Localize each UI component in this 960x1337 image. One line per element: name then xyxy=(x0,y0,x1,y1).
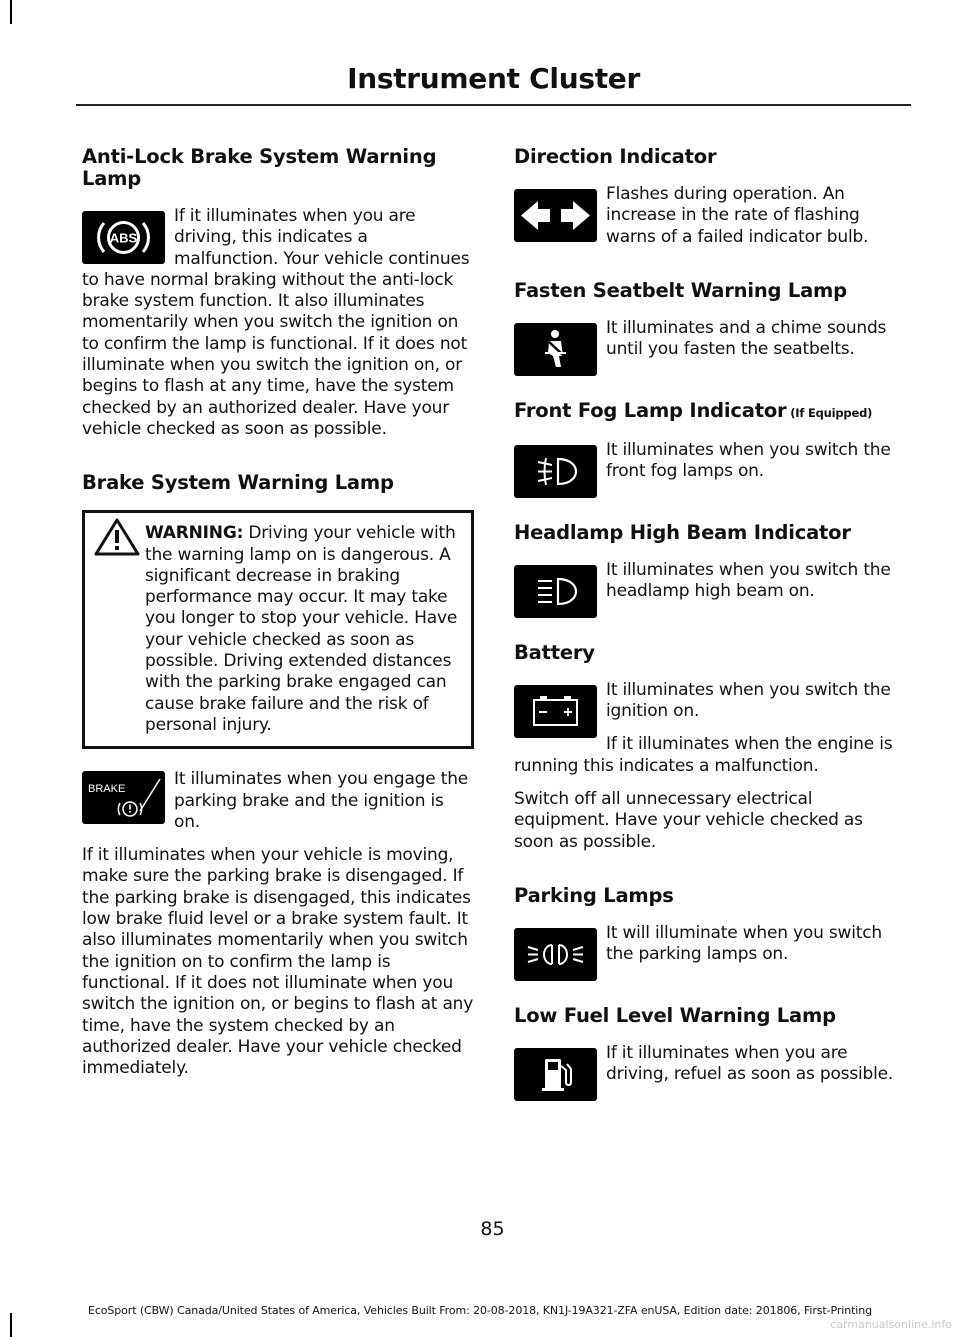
watermark: carmanualsonline.info xyxy=(830,1318,952,1331)
seatbelt-heading: Fasten Seatbelt Warning Lamp xyxy=(514,278,847,302)
fuel-description: If it illuminates when you are driving, refuel as soon as possible. xyxy=(606,1042,894,1085)
battery-description-1: It illuminates when you switch the ignition on. xyxy=(606,679,891,722)
seatbelt-section xyxy=(514,280,906,380)
direction-arrows-icon xyxy=(514,189,597,242)
brake-description-2: If it illuminates when your vehicle is moving, make sure the parking brake is disengaged. If the parking brake is disengaged, this indicates low brake fluid level or a brake system fault. It also illuminates momentarily when you switch the ignition on to confirm the lamp is functional. If it does not illuminate when you switch the ignition on, or begins to flash at any time, have the system checked by an authorized dealer. Have your vehicle checked immediately. xyxy=(82,845,474,1079)
battery-section xyxy=(514,642,906,865)
parking-heading: Parking Lamps xyxy=(514,883,674,907)
abs-section xyxy=(82,146,474,452)
high-beam-icon xyxy=(514,565,597,618)
fuel-pump-icon xyxy=(514,1048,597,1101)
page-title: Instrument Cluster xyxy=(347,62,640,95)
abs-warning-icon xyxy=(82,211,165,264)
direction-description: Flashes during operation. An increase in the rate of flashing warns of a failed indicator bulb. xyxy=(606,184,869,247)
warning-text: Driving your vehicle with the warning lamp on is dangerous. A significant decrease in braking performance may occur. It may take you longer to stop your vehicle. Have your vehicle checked as soon as possible. Driving extended distances with the parking brake engaged can cause brake failure and the risk of personal injury. xyxy=(145,523,458,735)
abs-description: If it illuminates when you are driving, this indicates a malfunction. Your vehicle continues to have normal braking without the anti-lock brake system function. It also illuminates momentarily when you switch the ignition on to confirm the lamp is functional. If it does not illuminate when you switch the ignition on, or begins to flash at any time, have the system checked by an authorized dealer. Have your vehicle checked as soon as possible. xyxy=(82,206,470,439)
battery-icon xyxy=(514,685,597,738)
brake-description-1: It illuminates when you engage the parking brake and the ignition is on. xyxy=(174,769,469,832)
seatbelt-description: It illuminates and a chime sounds until you fasten the seatbelts. xyxy=(606,317,887,360)
fuel-section xyxy=(514,1005,906,1105)
fuel-heading: Low Fuel Level Warning Lamp xyxy=(514,1003,836,1027)
abs-icon-label: ABS xyxy=(109,230,138,246)
parking-section xyxy=(514,885,906,985)
parking-description: It will illuminate when you switch the parking lamps on. xyxy=(606,922,882,965)
fog-heading-suffix: (If Equipped) xyxy=(786,405,873,420)
warning-triangle-icon xyxy=(93,517,141,557)
seatbelt-icon xyxy=(514,323,597,376)
highbeam-description: It illuminates when you switch the headlamp high beam on. xyxy=(606,559,891,602)
abs-heading: Anti-Lock Brake System Warning Lamp xyxy=(82,145,437,190)
battery-description-3: Switch off all unnecessary electrical equipment. Have your vehicle checked as soon as possible. xyxy=(514,789,863,852)
highbeam-section xyxy=(514,522,906,622)
page-footer: EcoSport (CBW) Canada/United States of America, Vehicles Built From: 20-08-2018, KN1J-19A321-ZFA enUSA, Edition date: 201806, First-Printing xyxy=(87,1304,873,1317)
direction-section xyxy=(514,146,906,260)
battery-description-2: If it illuminates when the engine is running this indicates a malfunction. xyxy=(514,734,893,776)
fog-description: It illuminates when you switch the front fog lamps on. xyxy=(606,439,891,482)
highbeam-heading: Headlamp High Beam Indicator xyxy=(514,520,851,544)
header-rule xyxy=(76,104,911,106)
brake-heading: Brake System Warning Lamp xyxy=(82,471,394,495)
direction-heading: Direction Indicator xyxy=(514,145,717,168)
warning-label: WARNING: xyxy=(145,523,244,544)
fog-heading-text: Front Fog Lamp Indicator xyxy=(514,398,787,422)
brake-icon-label: BRAKE xyxy=(88,783,126,796)
fog-lamp-icon xyxy=(514,445,597,498)
parking-lamps-icon xyxy=(514,928,597,981)
brake-warning-icon xyxy=(82,771,165,824)
battery-heading: Battery xyxy=(514,640,595,664)
right-column xyxy=(514,146,906,1125)
fog-section xyxy=(514,400,906,502)
page-number: 85 xyxy=(480,1218,505,1240)
left-column xyxy=(82,146,474,1111)
brake-section xyxy=(82,472,474,1091)
brake-warning-paragraph xyxy=(93,523,463,736)
brake-warning-box xyxy=(82,510,474,749)
fog-heading xyxy=(514,400,906,424)
crop-mark-top-left xyxy=(10,0,12,24)
